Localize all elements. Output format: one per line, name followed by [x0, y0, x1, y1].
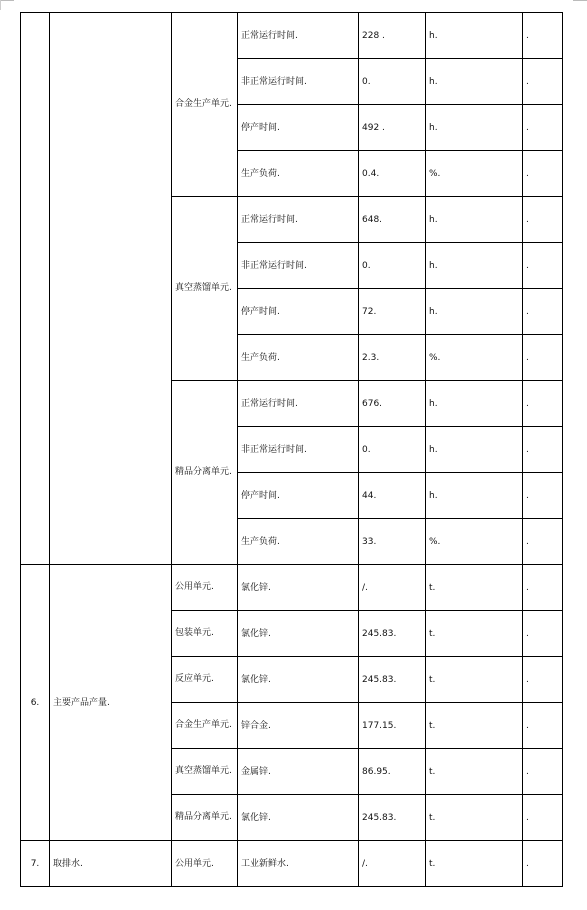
table-row: [21, 565, 563, 611]
value-cell: 676.: [359, 381, 426, 427]
unit-of-measure-cell: h.: [426, 197, 523, 243]
note-cell: .: [523, 841, 563, 887]
page-corner-mark: [0, 0, 1, 10]
blank-item-cell: [50, 13, 172, 565]
unit-of-measure-cell: %.: [426, 519, 523, 565]
note-cell: .: [523, 381, 563, 427]
value-cell: 72.: [359, 289, 426, 335]
unit-cell: 精品分离单元.: [172, 381, 238, 565]
unit-of-measure-cell: t.: [426, 611, 523, 657]
blank-no-cell: [21, 13, 50, 565]
unit-of-measure-cell: h.: [426, 473, 523, 519]
value-cell: 0.: [359, 243, 426, 289]
unit-of-measure-cell: t.: [426, 795, 523, 841]
unit-cell: 反应单元.: [172, 657, 238, 703]
note-cell: .: [523, 13, 563, 59]
value-cell: 245.83.: [359, 611, 426, 657]
unit-of-measure-cell: t.: [426, 703, 523, 749]
note-cell: .: [523, 519, 563, 565]
unit-of-measure-cell: h.: [426, 289, 523, 335]
param-cell: 停产时间.: [238, 289, 359, 335]
unit-of-measure-cell: h.: [426, 243, 523, 289]
param-cell: 停产时间.: [238, 105, 359, 151]
unit-of-measure-cell: t.: [426, 749, 523, 795]
note-cell: .: [523, 289, 563, 335]
note-cell: .: [523, 565, 563, 611]
note-cell: .: [523, 473, 563, 519]
note-cell: .: [523, 611, 563, 657]
param-cell: 生产负荷.: [238, 519, 359, 565]
unit-cell: 真空蒸馏单元.: [172, 197, 238, 381]
value-cell: 86.95.: [359, 749, 426, 795]
unit-of-measure-cell: t.: [426, 565, 523, 611]
value-cell: 0.4.: [359, 151, 426, 197]
note-cell: .: [523, 59, 563, 105]
param-cell: 正常运行时间.: [238, 13, 359, 59]
product-cell: 工业新鲜水.: [238, 841, 359, 887]
product-cell: 氯化锌.: [238, 657, 359, 703]
unit-of-measure-cell: h.: [426, 13, 523, 59]
unit-of-measure-cell: h.: [426, 105, 523, 151]
row-number-cell: 6.: [21, 565, 50, 841]
unit-of-measure-cell: t.: [426, 657, 523, 703]
unit-cell: 精品分离单元.: [172, 795, 238, 841]
table-row: [21, 13, 563, 59]
unit-of-measure-cell: h.: [426, 59, 523, 105]
param-cell: 生产负荷.: [238, 151, 359, 197]
note-cell: .: [523, 657, 563, 703]
param-cell: 停产时间.: [238, 473, 359, 519]
unit-cell: 合金生产单元.: [172, 13, 238, 197]
value-cell: 648.: [359, 197, 426, 243]
value-cell: 177.15.: [359, 703, 426, 749]
product-cell: 锌合金.: [238, 703, 359, 749]
product-cell: 氯化锌.: [238, 565, 359, 611]
unit-of-measure-cell: %.: [426, 151, 523, 197]
value-cell: 228 .: [359, 13, 426, 59]
unit-cell: 合金生产单元.: [172, 703, 238, 749]
note-cell: .: [523, 105, 563, 151]
value-cell: /.: [359, 565, 426, 611]
product-cell: 金属锌.: [238, 749, 359, 795]
param-cell: 正常运行时间.: [238, 197, 359, 243]
unit-of-measure-cell: %.: [426, 335, 523, 381]
unit-cell: 真空蒸馏单元.: [172, 749, 238, 795]
unit-of-measure-cell: h.: [426, 381, 523, 427]
note-cell: .: [523, 427, 563, 473]
item-title-cell: 取排水.: [50, 841, 172, 887]
row-number-cell: 7.: [21, 841, 50, 887]
value-cell: 33.: [359, 519, 426, 565]
value-cell: 0.: [359, 427, 426, 473]
page-corner-mark: [573, 0, 587, 1]
param-cell: 正常运行时间.: [238, 381, 359, 427]
value-cell: 0.: [359, 59, 426, 105]
note-cell: .: [523, 795, 563, 841]
note-cell: .: [523, 335, 563, 381]
page-corner-mark: [0, 0, 14, 1]
value-cell: /.: [359, 841, 426, 887]
unit-of-measure-cell: t.: [426, 841, 523, 887]
note-cell: .: [523, 703, 563, 749]
value-cell: 2.3.: [359, 335, 426, 381]
param-cell: 生产负荷.: [238, 335, 359, 381]
unit-of-measure-cell: h.: [426, 427, 523, 473]
value-cell: 492 .: [359, 105, 426, 151]
item-title-cell: 主要产品产量.: [50, 565, 172, 841]
value-cell: 245.83.: [359, 795, 426, 841]
note-cell: .: [523, 151, 563, 197]
param-cell: 非正常运行时间.: [238, 59, 359, 105]
note-cell: .: [523, 749, 563, 795]
note-cell: .: [523, 197, 563, 243]
note-cell: .: [523, 243, 563, 289]
unit-cell: 包装单元.: [172, 611, 238, 657]
unit-cell: 公用单元.: [172, 841, 238, 887]
param-cell: 非正常运行时间.: [238, 427, 359, 473]
product-cell: 氯化锌.: [238, 611, 359, 657]
value-cell: 245.83.: [359, 657, 426, 703]
production-table: [20, 12, 563, 887]
unit-cell: 公用单元.: [172, 565, 238, 611]
value-cell: 44.: [359, 473, 426, 519]
product-cell: 氯化锌.: [238, 795, 359, 841]
param-cell: 非正常运行时间.: [238, 243, 359, 289]
table-row: [21, 841, 563, 887]
